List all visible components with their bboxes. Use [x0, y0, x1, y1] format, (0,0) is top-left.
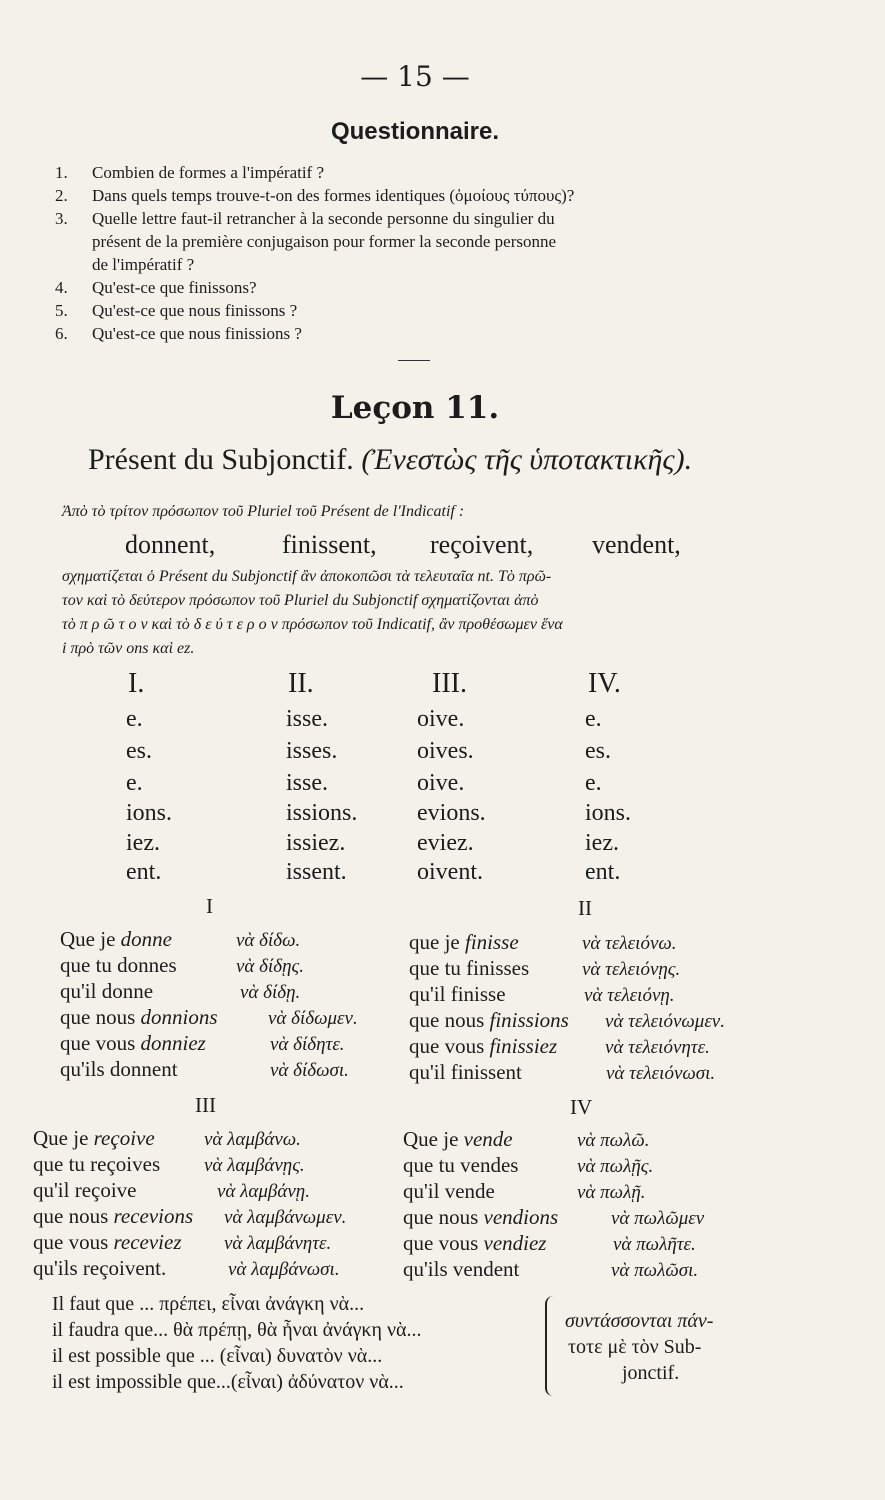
- conjugation-row: qu'il vende: [403, 1179, 495, 1203]
- ending-cell: e.: [585, 770, 602, 796]
- footer-note: συντάσσονται πάν-: [565, 1310, 714, 1332]
- conjugation-row: Que je reçoive: [33, 1126, 155, 1150]
- footer-line: il est possible que ... (εἶναι) δυνατὸν νὰ...: [52, 1345, 383, 1367]
- example-word: reçoivent,: [430, 530, 534, 559]
- footer-line: il est impossible que...(εἶναι) ἀδύνατον νὰ...: [52, 1371, 404, 1393]
- ending-cell: ent.: [585, 859, 621, 885]
- conjugation-row: qu'il finisse: [409, 982, 506, 1006]
- conjugation-row: que vous vendiez: [403, 1231, 547, 1255]
- endings-header: III.: [432, 668, 467, 699]
- question-item: 3. Quelle lettre faut-il retrancher à la seconde personne du singulier du: [55, 209, 555, 228]
- greek-translation: νὰ πωλῶ.: [577, 1130, 650, 1151]
- ending-cell: oives.: [417, 738, 474, 764]
- question-item: 1. Combien de formes a l'impératif ?: [55, 163, 325, 182]
- ending-cell: evions.: [417, 800, 486, 826]
- ending-cell: ions.: [585, 800, 632, 826]
- greek-translation: νὰ τελειόνῃ.: [584, 985, 675, 1006]
- greek-translation: νὰ δίδῃς.: [236, 956, 304, 977]
- ending-cell: es.: [585, 738, 611, 764]
- ending-cell: oive.: [417, 706, 465, 732]
- conjugation-label: III: [195, 1093, 216, 1117]
- lesson-title: Leçon 11.: [330, 390, 500, 426]
- ending-cell: e.: [585, 706, 602, 732]
- conjugation-row: qu'il reçoive: [33, 1178, 137, 1202]
- conjugation-row: que tu donnes: [60, 953, 177, 977]
- conjugation-row: qu'ils reçoivent.: [33, 1256, 167, 1280]
- ending-cell: ent.: [126, 859, 162, 885]
- example-word: vendent,: [592, 530, 681, 559]
- conjugation-row: que vous receviez: [33, 1230, 182, 1254]
- endings-header: II.: [288, 668, 314, 699]
- greek-translation: νὰ δίδω.: [236, 930, 301, 951]
- ending-cell: issent.: [286, 859, 347, 885]
- conjugation-row: que tu vendes: [403, 1153, 519, 1177]
- ending-cell: eviez.: [417, 830, 474, 856]
- lesson-subtitle: Présent du Subjonctif. (Ἐνεστὼς τῆς ὑποτακτικῆς).: [88, 443, 693, 476]
- greek-translation: νὰ δίδητε.: [270, 1034, 345, 1055]
- question-item: 2. Dans quels temps trouve-t-on des formes identiques (ὁμοίους τύπους)?: [55, 186, 575, 205]
- footer-line: il faudra que... θὰ πρέπῃ, θὰ ἦναι ἀνάγκη νὰ...: [52, 1319, 422, 1341]
- question-continuation: présent de la première conjugaison pour former la seconde personne: [92, 232, 557, 251]
- divider: [398, 360, 430, 361]
- conjugation-row: que vous donniez: [60, 1031, 206, 1055]
- ending-cell: ions.: [126, 800, 173, 826]
- greek-translation: νὰ λαμβάνῃ.: [217, 1181, 310, 1202]
- endings-header: IV.: [588, 668, 621, 699]
- greek-translation: νὰ λαμβάνω.: [204, 1129, 301, 1150]
- greek-translation: νὰ πωλῇ.: [577, 1182, 646, 1203]
- conjugation-row: que nous recevions: [33, 1204, 194, 1228]
- ending-cell: isse.: [286, 706, 328, 732]
- conjugation-row: que nous finissions: [409, 1008, 569, 1032]
- conjugation-row: que je finisse: [409, 930, 519, 954]
- footer-note: τοτε μὲ τὸν Sub-: [568, 1336, 702, 1358]
- conjugation-row: que nous vendions: [403, 1205, 559, 1229]
- conjugation-row: qu'il finissent: [409, 1060, 522, 1084]
- conjugation-row: qu'ils donnent: [60, 1057, 178, 1081]
- greek-translation: νὰ λαμβάνῃς.: [204, 1155, 305, 1176]
- greek-translation: νὰ λαμβάνητε.: [224, 1233, 332, 1254]
- endings-header: I.: [128, 668, 145, 699]
- conjugation-row: que nous donnions: [60, 1005, 218, 1029]
- conjugation-label: IV: [570, 1095, 593, 1119]
- conjugation-row: que tu reçoives: [33, 1152, 161, 1176]
- greek-translation: νὰ δίδωσι.: [270, 1060, 349, 1081]
- ending-cell: isse.: [286, 770, 328, 796]
- greek-translation: νὰ τελειόνῃς.: [582, 959, 681, 980]
- explanation-line: i πρὸ τῶν ons καὶ ez.: [62, 640, 195, 657]
- ending-cell: e.: [126, 706, 143, 732]
- footer-line: Il faut que ... πρέπει, εἶναι ἀνάγκη νὰ...: [52, 1293, 365, 1315]
- greek-translation: νὰ τελειόνητε.: [605, 1037, 710, 1058]
- explanation-line: τον καὶ τὸ δεύτερον πρόσωπον τοῦ Pluriel du Subjonctif σχηματίζονται ἀπὸ: [62, 592, 539, 609]
- ending-cell: issions.: [286, 800, 358, 826]
- ending-cell: iez.: [585, 830, 619, 856]
- conjugation-row: Que je donne: [60, 927, 172, 951]
- explanation-line: σχηματίζεται ὁ Présent du Subjonctif ἂν ἀποκοπῶσι τὰ τελευταῖα nt. Τὸ πρῶ-: [62, 568, 552, 585]
- ending-cell: issiez.: [286, 830, 346, 856]
- conjugation-row: qu'il donne: [60, 979, 154, 1003]
- ending-cell: oive.: [417, 770, 465, 796]
- explanation-line: τὸ π ρ ῶ τ ο ν καὶ τὸ δ ε ύ τ ε ρ ο ν πρόσωπον τοῦ Indicatif, ἂν προθέσωμεν ἕνα: [62, 616, 563, 633]
- greek-translation: νὰ τελειόνωμεν.: [605, 1011, 725, 1032]
- greek-translation: νὰ πωλῇς.: [577, 1156, 654, 1177]
- intro-line: Ἀπὸ τὸ τρίτον πρόσωπον τοῦ Pluriel τοῦ Présent de l'Indicatif :: [62, 503, 465, 520]
- greek-translation: νὰ δίδωμεν.: [268, 1008, 358, 1029]
- conjugation-row: qu'ils vendent: [403, 1257, 520, 1281]
- conjugation-row: Que je vende: [403, 1127, 513, 1151]
- question-item: 6. Qu'est-ce que nous finissions ?: [55, 324, 302, 343]
- conjugation-label: I: [206, 894, 213, 918]
- conjugation-row: que vous finissiez: [409, 1034, 558, 1058]
- ending-cell: es.: [126, 738, 152, 764]
- example-word: finissent,: [282, 530, 377, 559]
- footer-note: jonctif.: [622, 1362, 680, 1384]
- ending-cell: e.: [126, 770, 143, 796]
- question-continuation: de l'impératif ?: [92, 255, 195, 274]
- greek-translation: νὰ τελειόνωσι.: [606, 1063, 716, 1084]
- greek-translation: νὰ πωλῶσι.: [611, 1260, 699, 1281]
- conjugation-row: que tu finisses: [409, 956, 530, 980]
- greek-translation: νὰ πωλῶμεν: [611, 1208, 705, 1229]
- conjugation-label: II: [578, 896, 592, 920]
- page-number: — 15 —: [360, 60, 470, 93]
- example-word: donnent,: [125, 530, 216, 559]
- ending-cell: isses.: [286, 738, 338, 764]
- greek-translation: νὰ λαμβάνωμεν.: [224, 1207, 347, 1228]
- greek-translation: νὰ δίδῃ.: [240, 982, 301, 1003]
- question-item: 4. Qu'est-ce que finissons?: [55, 278, 257, 297]
- question-item: 5. Qu'est-ce que nous finissons ?: [55, 301, 298, 320]
- greek-translation: νὰ λαμβάνωσι.: [228, 1259, 340, 1280]
- greek-translation: νὰ πωλῆτε.: [613, 1234, 696, 1255]
- ending-cell: oivent.: [417, 859, 483, 885]
- questionnaire-title: Questionnaire.: [330, 118, 500, 145]
- ending-cell: iez.: [126, 830, 160, 856]
- greek-translation: νὰ τελειόνω.: [582, 933, 677, 954]
- brace: [545, 1296, 561, 1396]
